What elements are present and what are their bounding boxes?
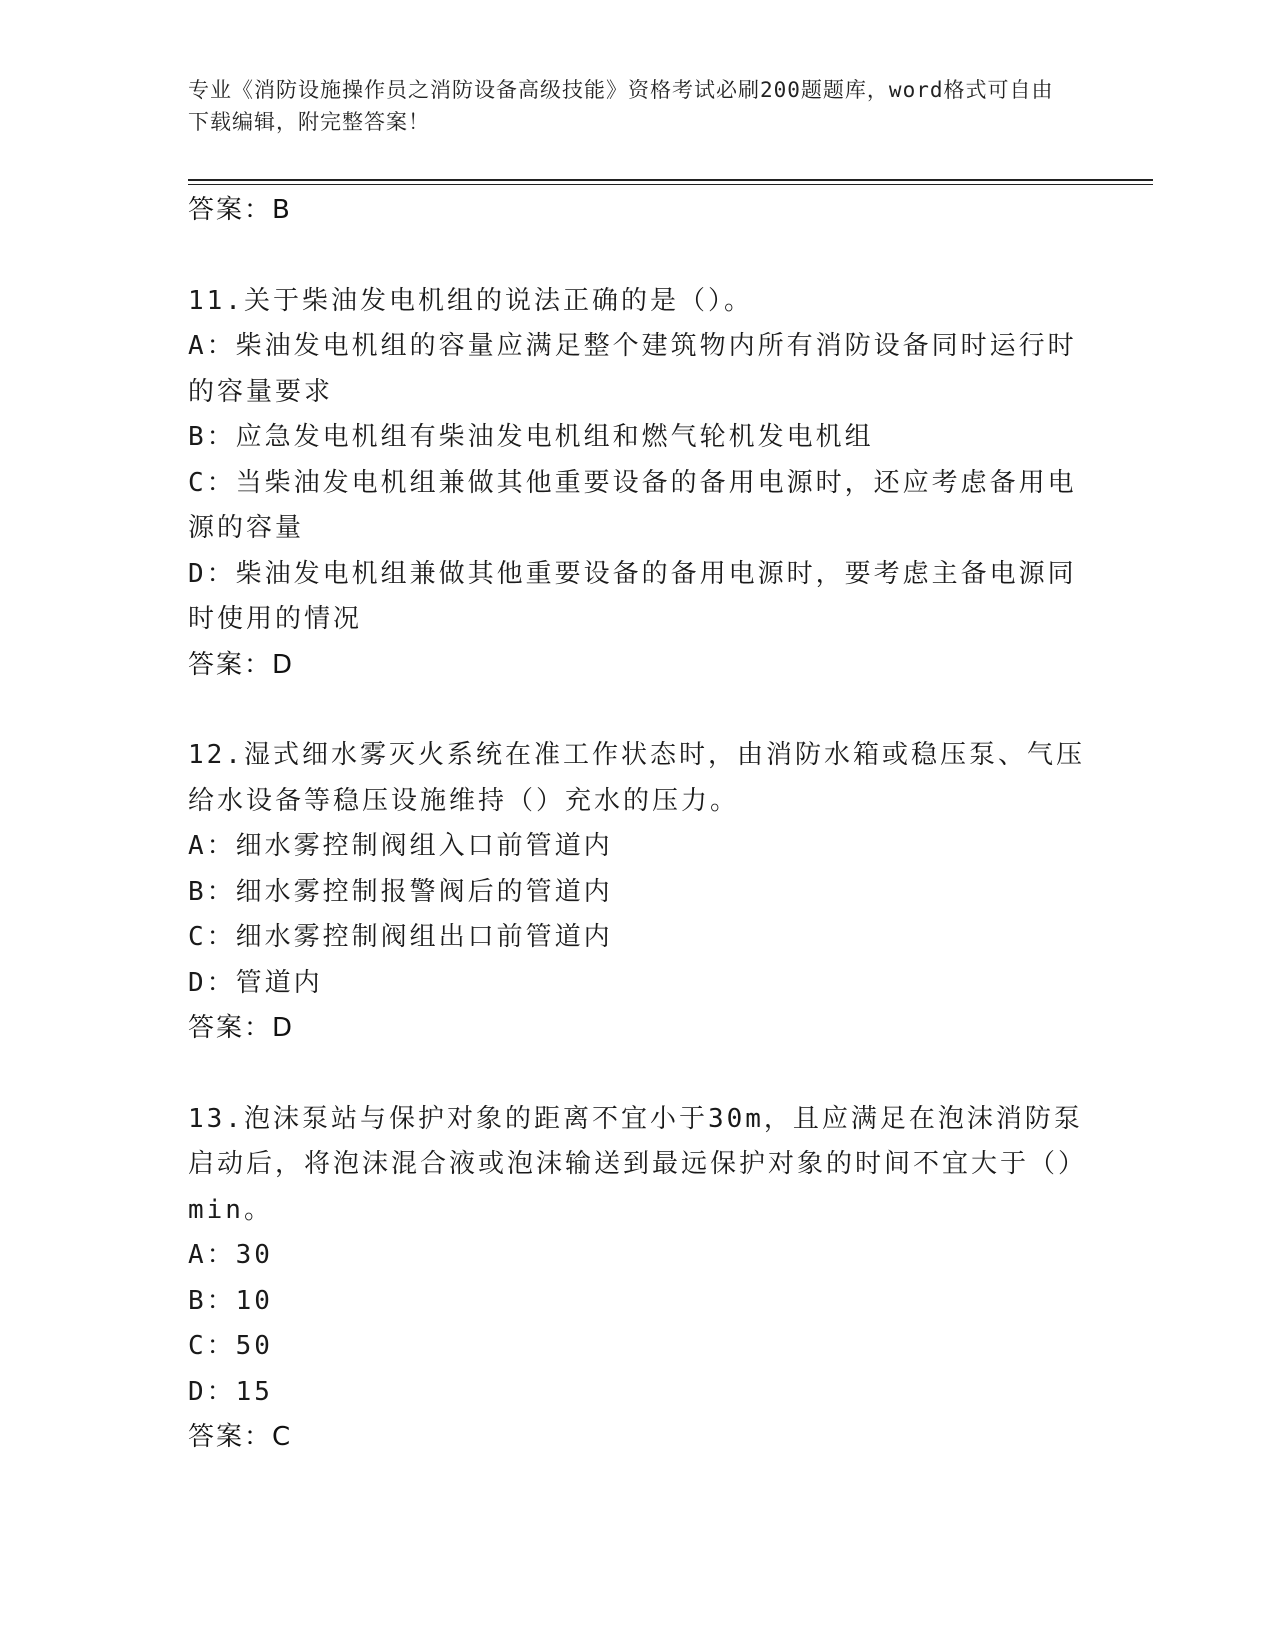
option-c: C：当柴油发电机组兼做其他重要设备的备用电源时，还应考虑备用电源的容量 xyxy=(188,467,1077,543)
document-header-note: 专业《消防设施操作员之消防设备高级技能》资格考试必刷200题题库，word格式可自由下载编辑，附完整答案！ xyxy=(188,78,1054,134)
question-answer: 答案：C xyxy=(188,1422,293,1452)
option-b: B：10 xyxy=(188,1285,273,1316)
option-d: D：管道内 xyxy=(188,967,323,998)
previous-answer: 答案：B xyxy=(188,195,292,225)
spacer xyxy=(188,1052,1088,1097)
question-answer: 答案：D xyxy=(188,649,295,680)
question-answer: 答案：D xyxy=(188,1013,295,1043)
option-a: A：柴油发电机组的容量应满足整个建筑物内所有消防设备同时运行时的容量要求 xyxy=(188,331,1077,407)
option-c: C：细水雾控制阀组出口前管道内 xyxy=(188,922,613,952)
option-d: D：15 xyxy=(188,1376,273,1407)
option-b: B：应急发电机组有柴油发电机组和燃气轮机发电机组 xyxy=(188,422,874,452)
header-divider-thin xyxy=(188,184,1153,185)
question-block-12 xyxy=(188,733,1088,1052)
question-content xyxy=(188,188,1088,1461)
question-block-11 xyxy=(188,279,1088,689)
option-c: C：50 xyxy=(188,1331,273,1361)
spacer xyxy=(188,234,1088,279)
header-divider-thick xyxy=(188,179,1153,181)
option-d: D：柴油发电机组兼做其他重要设备的备用电源时，要考虑主备电源同时使用的情况 xyxy=(188,558,1077,634)
option-b: B：细水雾控制报警阀后的管道内 xyxy=(188,876,613,907)
question-stem: 11.关于柴油发电机组的说法正确的是（）。 xyxy=(188,285,753,316)
question-block-13 xyxy=(188,1097,1088,1461)
option-a: A：细水雾控制阀组入口前管道内 xyxy=(188,831,613,861)
question-stem: 13.泡沫泵站与保护对象的距离不宜小于30m，且应满足在泡沫消防泵启动后，将泡沫混合液或泡沫输送到最远保护对象的时间不宜大于（）min。 xyxy=(188,1103,1088,1225)
spacer xyxy=(188,688,1088,733)
question-stem: 12.湿式细水雾灭火系统在准工作状态时，由消防水箱或稳压泵、气压给水设备等稳压设施维持（）充水的压力。 xyxy=(188,740,1085,816)
option-a: A：30 xyxy=(188,1240,273,1270)
